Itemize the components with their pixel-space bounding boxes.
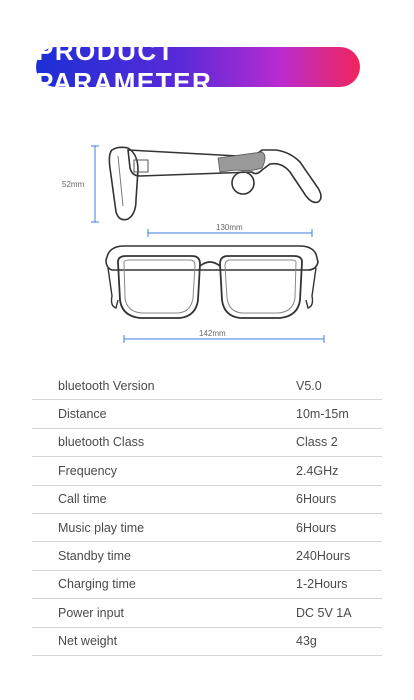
spec-label: Power input	[58, 605, 125, 620]
spec-label: bluetooth Version	[58, 378, 155, 393]
spec-row	[32, 571, 382, 599]
spec-row	[32, 628, 382, 656]
spec-row	[32, 429, 382, 457]
spec-row	[32, 372, 382, 400]
spec-label: Distance	[58, 407, 107, 422]
spec-value: 1-2Hours	[296, 577, 348, 592]
spec-value: 10m-15m	[296, 407, 349, 422]
temple-length-label: 130mm	[216, 223, 243, 232]
spec-row	[32, 599, 382, 627]
spec-value: 6Hours	[296, 492, 337, 507]
spec-label: Frequency	[58, 463, 118, 478]
spec-row	[32, 514, 382, 542]
spec-row	[32, 486, 382, 514]
spec-value: 240Hours	[296, 549, 351, 564]
spec-value: 6Hours	[296, 520, 337, 535]
spec-value: V5.0	[296, 378, 322, 393]
spec-label: Charging time	[58, 577, 136, 592]
spec-table	[32, 372, 382, 656]
spec-row	[32, 400, 382, 428]
spec-value: 43g	[296, 634, 317, 649]
page-title: PRODUCT PARAMETER	[36, 36, 213, 97]
spec-label: bluetooth Class	[58, 435, 145, 450]
spec-row	[32, 457, 382, 485]
front-width-label: 142mm	[199, 329, 226, 338]
spec-row	[32, 542, 382, 570]
spec-value: DC 5V 1A	[296, 605, 352, 620]
spec-label: Net weight	[58, 634, 118, 649]
spec-value: Class 2	[296, 435, 338, 450]
spec-label: Music play time	[58, 520, 145, 535]
glasses-front-view	[106, 246, 318, 318]
spec-label: Call time	[58, 492, 107, 507]
height-label: 52mm	[62, 180, 85, 189]
spec-value: 2.4GHz	[296, 463, 339, 478]
spec-label: Standby time	[58, 549, 131, 564]
